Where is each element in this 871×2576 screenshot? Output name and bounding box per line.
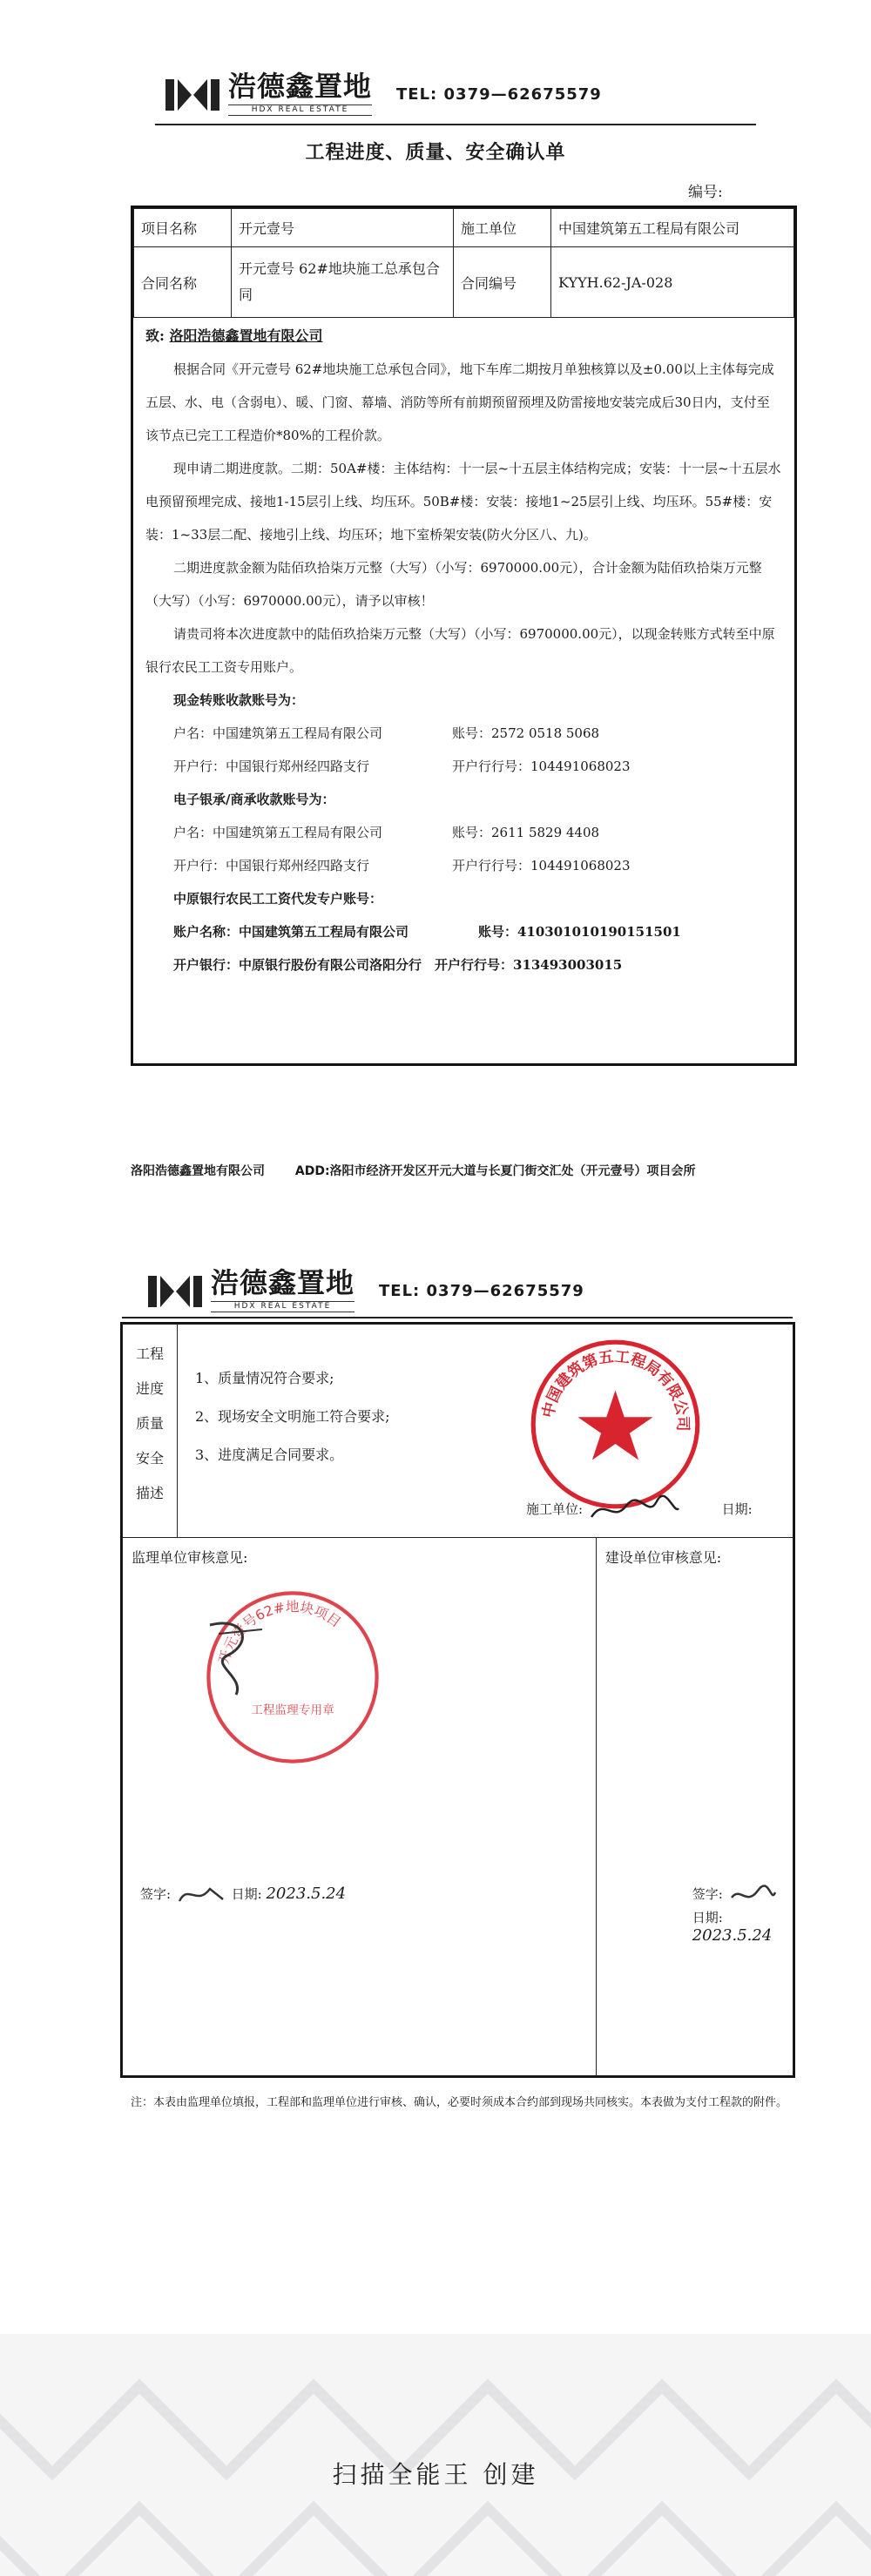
addressee-prefix: 致: <box>145 327 165 344</box>
scanner-watermark-band <box>0 2334 871 2576</box>
document-title: 工程进度、质量、安全确认单 <box>305 141 566 164</box>
e-account-title: 电子银承/商承收款账号为： <box>173 792 335 807</box>
contract-name: 开元壹号 62#地块施工总承包合同 <box>232 247 454 318</box>
supervisor-cell <box>123 1538 597 2076</box>
contract-no: KYYH.62-JA-028 <box>551 247 794 318</box>
supervisor-label: 监理单位审核意见: <box>132 1549 248 1566</box>
page-2 <box>0 1219 871 2334</box>
contract-no-label: 合同编号 <box>454 247 551 318</box>
supervisor-sign-mark-icon <box>175 1882 227 1908</box>
e-account-row-1 <box>145 816 782 849</box>
cash-account-name: 户名：中国建筑第五工程局有限公司 <box>173 725 383 741</box>
brand-name-cn: 浩德鑫置地 <box>211 1266 355 1299</box>
contractor-date-label: 日期: <box>721 1501 753 1517</box>
side-label-2: 进度 <box>135 1380 164 1397</box>
paragraph-4: 请贵司将本次进度款中的陆佰玖拾柒万元整（大写）（小写：6970000.00元），以现金转账方式转至中原银行农民工工资专用账户。 <box>145 626 775 675</box>
zy-account-title: 中原银行农民工工资代发专户账号： <box>173 891 383 907</box>
cash-account-row-2 <box>145 750 782 783</box>
description-items <box>178 1325 793 1538</box>
footer-company: 洛阳浩德鑫置地有限公司 <box>131 1164 265 1178</box>
confirm-table <box>122 1324 793 2076</box>
paragraph-1: 根据合同《开元壹号 62#地块施工总承包合同》，地下车库二期按月单独核算以及±0.00以上主体每完成五层、水、电（含弱电）、暖、门窗、幕墙、消防等所有前期预留预埋及防雷接地安装完成后30日内，支付至该节点已完工工程造价*80%的工程价款。 <box>145 361 774 443</box>
telephone: TEL: 0379—62675579 <box>379 1281 584 1300</box>
contract-name-label: 合同名称 <box>134 247 232 318</box>
e-account-number: 账号：2611 5829 4408 <box>452 825 600 840</box>
e-account-name: 户名：中国建筑第五工程局有限公司 <box>173 825 383 840</box>
supervisor-signature-icon <box>184 1608 288 1712</box>
builder-label: 建设单位审核意见: <box>604 1549 722 1566</box>
supervisor-seal-text: 开元壹号62#地块项目 <box>214 1598 345 1666</box>
e-account-bank: 开户行：中国银行郑州经四路支行 <box>173 858 370 873</box>
brand-name-en: HDX REAL ESTATE <box>211 1301 354 1312</box>
supervisor-sign-line <box>140 1882 346 1908</box>
brand <box>228 72 372 116</box>
letterhead <box>165 68 602 120</box>
item-2: 2、现场安全文明施工符合要求; <box>195 1408 390 1425</box>
side-label-5: 描述 <box>135 1485 164 1501</box>
form-frame <box>131 206 797 1066</box>
contractor: 中国建筑第五工程局有限公司 <box>551 209 794 247</box>
builder-date-value: 2023.5.24 <box>692 1926 773 1945</box>
watermark-pattern-icon <box>0 2334 871 2576</box>
zy-account-bank-no: 开户行行号：313493003015 <box>435 957 623 973</box>
addressee-name: 洛阳浩德鑫置地有限公司 <box>169 327 323 344</box>
e-account-row-2 <box>145 849 782 882</box>
cash-account-row-1 <box>145 717 782 750</box>
info-table <box>133 208 794 318</box>
paragraph-3: 二期进度款金额为陆佰玖拾柒万元整（大写）（小写：6970000.00元），合计金额为陆佰玖拾柒万元整（大写）（小写：6970000.00元），请予以审核！ <box>145 560 762 609</box>
side-label-4: 安全 <box>135 1450 164 1467</box>
cash-account-bank-no: 开户行行号：104491068023 <box>452 759 631 774</box>
zy-account-row-1 <box>145 915 782 948</box>
telephone: TEL: 0379—62675579 <box>396 84 602 104</box>
supervisor-date-label: 日期: <box>231 1886 262 1902</box>
zy-account-name: 账户名称：中国建筑第五工程局有限公司 <box>173 924 409 940</box>
item-3: 3、进度满足合同要求。 <box>195 1446 344 1463</box>
company-logo-icon <box>148 1271 202 1311</box>
contractor-sign-line <box>526 1490 753 1528</box>
cash-account-title: 现金转账收款账号为： <box>173 692 305 708</box>
confirm-frame <box>120 1322 795 2078</box>
brand-name-en: HDX REAL ESTATE <box>228 105 372 116</box>
e-account-bank-no: 开户行行号：104491068023 <box>452 858 631 873</box>
description-label <box>123 1325 178 1538</box>
zy-account-bank: 开户银行：中原银行股份有限公司洛阳分行 <box>173 957 422 973</box>
side-label-1: 工程 <box>135 1345 164 1362</box>
builder-sign-mark-icon <box>727 1882 780 1908</box>
paragraph-2: 现申请二期进度款。二期：50A#楼：主体结构：十一层~十五层主体结构完成；安装：十一层~十五层水电预留预埋完成、接地1-15层引上线、均压环。50B#楼：安装：接地1~25层引上线、均压环。55#楼：安装：1~33层二配、接地引上线、均压环；地下室桥架安装(防火分区八、九)。 <box>145 461 781 543</box>
contractor-signature-icon <box>587 1493 683 1527</box>
footnote: 注：本表由监理单位填报，工程部和监理单位进行审核、确认，必要时须成本合约部到现场共同核实。本表做为支付工程款的附件。 <box>131 2096 788 2109</box>
zy-account-number: 账号：410301010190151501 <box>478 924 681 940</box>
contractor-label: 施工单位 <box>454 209 551 247</box>
footer-page-1 <box>131 1162 696 1179</box>
project-name: 开元壹号 <box>232 209 454 247</box>
footer-address: ADD:洛阳市经济开发区开元大道与长夏门街交汇处（开元壹号）项目会所 <box>294 1164 696 1178</box>
addressee <box>145 320 782 353</box>
scanner-watermark-text: 扫描全能王 创建 <box>332 2460 539 2489</box>
header-rule-2 <box>122 1317 793 1318</box>
cash-account-bank: 开户行：中国银行郑州经四路支行 <box>173 759 370 774</box>
document-number-label: 编号: <box>688 184 723 201</box>
contractor-unit-label: 施工单位: <box>526 1501 584 1517</box>
contractor-seal-text: 中国建筑第五工程局有限公司 <box>539 1348 692 1432</box>
builder-cell <box>596 1538 793 2076</box>
builder-sign-line <box>692 1882 793 1945</box>
letter-body <box>133 318 794 981</box>
company-logo-icon <box>165 74 219 114</box>
letterhead-2 <box>148 1264 584 1317</box>
side-label-3: 质量 <box>135 1415 164 1432</box>
item-1: 1、质量情况符合要求; <box>195 1370 334 1386</box>
contractor-seal-stamp <box>526 1335 705 1514</box>
project-name-label: 项目名称 <box>134 209 232 247</box>
supervisor-sign-label: 签字: <box>140 1886 172 1902</box>
zy-account-row-2 <box>145 948 782 981</box>
builder-date-label: 日期: <box>692 1910 723 1925</box>
page-1 <box>0 0 871 1219</box>
cash-account-number: 账号：2572 0518 5068 <box>452 725 600 741</box>
supervisor-date-value: 2023.5.24 <box>266 1885 347 1903</box>
header-rule <box>155 124 756 125</box>
brand-name-cn: 浩德鑫置地 <box>228 70 373 103</box>
brand-2 <box>211 1266 355 1312</box>
builder-sign-label: 签字: <box>692 1886 723 1902</box>
supervisor-seal-subtext: 工程监理专用章 <box>251 1703 334 1717</box>
